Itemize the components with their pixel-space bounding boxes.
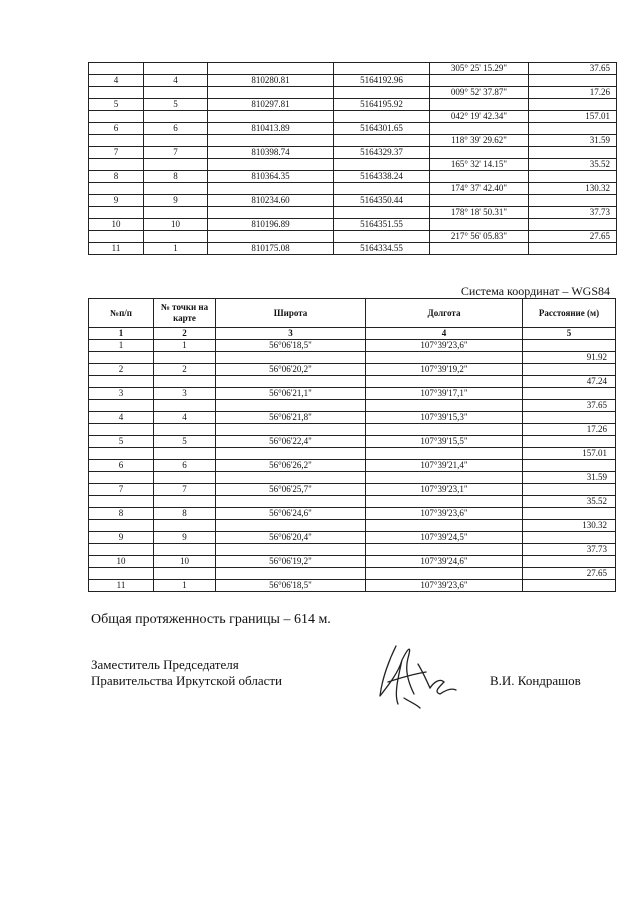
header-distance: Расстояние (м) bbox=[523, 299, 616, 328]
longitude: 107°39'24,5" bbox=[366, 532, 523, 544]
table-row bbox=[89, 436, 616, 448]
point-number: 7 bbox=[154, 484, 216, 496]
distance: 37.65 bbox=[529, 63, 617, 75]
azimuth: 118° 39' 29.62" bbox=[430, 135, 529, 147]
coord-x bbox=[208, 183, 334, 195]
distance: 91.92 bbox=[523, 352, 616, 364]
latitude: 56°06'26,2" bbox=[216, 460, 366, 472]
distance bbox=[523, 460, 616, 472]
point-number bbox=[144, 207, 208, 219]
latitude bbox=[216, 568, 366, 580]
table-row bbox=[89, 496, 616, 508]
azimuth: 165° 32' 14.15" bbox=[430, 159, 529, 171]
coord-y: 5164192.96 bbox=[334, 75, 430, 87]
row-number: 8 bbox=[89, 171, 144, 183]
azimuth bbox=[430, 195, 529, 207]
distance: 35.52 bbox=[529, 159, 617, 171]
table-row bbox=[89, 87, 617, 99]
latitude bbox=[216, 400, 366, 412]
point-number: 4 bbox=[144, 75, 208, 87]
row-number bbox=[89, 544, 154, 556]
longitude bbox=[366, 376, 523, 388]
distance bbox=[529, 123, 617, 135]
distance: 35.52 bbox=[523, 496, 616, 508]
distance bbox=[529, 99, 617, 111]
row-number bbox=[89, 207, 144, 219]
row-number: 3 bbox=[89, 388, 154, 400]
latitude: 56°06'21,8" bbox=[216, 412, 366, 424]
row-number bbox=[89, 183, 144, 195]
row-number: 7 bbox=[89, 147, 144, 159]
col-number-4: 4 bbox=[366, 328, 523, 340]
distance bbox=[523, 556, 616, 568]
coord-y bbox=[334, 111, 430, 123]
longitude bbox=[366, 568, 523, 580]
distance bbox=[523, 340, 616, 352]
distance: 130.32 bbox=[523, 520, 616, 532]
row-number: 4 bbox=[89, 412, 154, 424]
point-number bbox=[154, 496, 216, 508]
table-row bbox=[89, 412, 616, 424]
point-number bbox=[144, 231, 208, 243]
azimuth: 042° 19' 42.34" bbox=[430, 111, 529, 123]
row-number: 10 bbox=[89, 556, 154, 568]
col-number-5: 5 bbox=[523, 328, 616, 340]
table-row bbox=[89, 111, 617, 123]
point-number: 5 bbox=[144, 99, 208, 111]
header-number: №п/п bbox=[89, 299, 154, 328]
azimuth bbox=[430, 75, 529, 87]
point-number: 9 bbox=[144, 195, 208, 207]
row-number bbox=[89, 400, 154, 412]
point-number: 8 bbox=[144, 171, 208, 183]
coord-x: 810297.81 bbox=[208, 99, 334, 111]
longitude: 107°39'24,6" bbox=[366, 556, 523, 568]
coord-y bbox=[334, 207, 430, 219]
longitude: 107°39'15,3" bbox=[366, 412, 523, 424]
distance bbox=[523, 412, 616, 424]
row-number: 10 bbox=[89, 219, 144, 231]
table-row bbox=[89, 135, 617, 147]
table-row bbox=[89, 159, 617, 171]
point-number: 6 bbox=[144, 123, 208, 135]
coord-x: 810364.35 bbox=[208, 171, 334, 183]
coord-x: 810280.81 bbox=[208, 75, 334, 87]
table-row bbox=[89, 352, 616, 364]
row-number: 11 bbox=[89, 243, 144, 255]
azimuth: 305° 25' 15.29" bbox=[430, 63, 529, 75]
column-numbers-row bbox=[89, 328, 616, 340]
point-number bbox=[154, 448, 216, 460]
coord-y: 5164350.44 bbox=[334, 195, 430, 207]
table-row bbox=[89, 364, 616, 376]
distance bbox=[523, 532, 616, 544]
coord-x bbox=[208, 231, 334, 243]
point-number: 1 bbox=[154, 340, 216, 352]
coord-x bbox=[208, 159, 334, 171]
latitude bbox=[216, 448, 366, 460]
longitude: 107°39'21,4" bbox=[366, 460, 523, 472]
row-number: 6 bbox=[89, 460, 154, 472]
coord-x: 810234.60 bbox=[208, 195, 334, 207]
azimuth bbox=[430, 99, 529, 111]
point-number: 3 bbox=[154, 388, 216, 400]
table-row bbox=[89, 580, 616, 592]
point-number bbox=[144, 63, 208, 75]
table-row bbox=[89, 219, 617, 231]
coord-y bbox=[334, 183, 430, 195]
azimuth: 174° 37' 42.40" bbox=[430, 183, 529, 195]
row-number: 7 bbox=[89, 484, 154, 496]
distance: 27.65 bbox=[523, 568, 616, 580]
latitude bbox=[216, 352, 366, 364]
coord-system-label: Система координат – WGS84 bbox=[460, 284, 610, 298]
row-number bbox=[89, 568, 154, 580]
coord-y: 5164351.55 bbox=[334, 219, 430, 231]
header-point: № точки на карте bbox=[154, 299, 216, 328]
coord-y bbox=[334, 63, 430, 75]
signatory-name: В.И. Кондрашов bbox=[490, 673, 581, 688]
distance: 31.59 bbox=[529, 135, 617, 147]
coord-y: 5164195.92 bbox=[334, 99, 430, 111]
table-row bbox=[89, 472, 616, 484]
row-number bbox=[89, 159, 144, 171]
longitude: 107°39'23,1" bbox=[366, 484, 523, 496]
distance: 27.65 bbox=[529, 231, 617, 243]
table-row bbox=[89, 400, 616, 412]
distance bbox=[529, 75, 617, 87]
distance bbox=[529, 195, 617, 207]
table-row bbox=[89, 63, 617, 75]
azimuth bbox=[430, 243, 529, 255]
longitude: 107°39'17,1" bbox=[366, 388, 523, 400]
msk-table-body bbox=[89, 63, 617, 255]
point-number bbox=[144, 111, 208, 123]
distance bbox=[523, 436, 616, 448]
point-number bbox=[144, 87, 208, 99]
azimuth: 009° 52' 37.87" bbox=[430, 87, 529, 99]
table-row bbox=[89, 568, 616, 580]
longitude bbox=[366, 400, 523, 412]
row-number: 1 bbox=[89, 340, 154, 352]
col-number-3: 3 bbox=[216, 328, 366, 340]
latitude bbox=[216, 544, 366, 556]
distance: 31.59 bbox=[523, 472, 616, 484]
longitude bbox=[366, 448, 523, 460]
row-number bbox=[89, 111, 144, 123]
distance: 157.01 bbox=[529, 111, 617, 123]
coord-x bbox=[208, 135, 334, 147]
distance: 37.65 bbox=[523, 400, 616, 412]
distance: 37.73 bbox=[529, 207, 617, 219]
longitude bbox=[366, 472, 523, 484]
table-row bbox=[89, 448, 616, 460]
row-number bbox=[89, 63, 144, 75]
col-number-2: 2 bbox=[154, 328, 216, 340]
latitude: 56°06'20,2" bbox=[216, 364, 366, 376]
distance: 37.73 bbox=[523, 544, 616, 556]
latitude: 56°06'18,5" bbox=[216, 340, 366, 352]
coord-y: 5164301.65 bbox=[334, 123, 430, 135]
longitude: 107°39'23,6" bbox=[366, 508, 523, 520]
longitude: 107°39'23,6" bbox=[366, 340, 523, 352]
distance: 17.26 bbox=[523, 424, 616, 436]
table-row bbox=[89, 376, 616, 388]
row-number: 6 bbox=[89, 123, 144, 135]
wgs84-table-body bbox=[89, 340, 616, 592]
table-row bbox=[89, 388, 616, 400]
distance bbox=[523, 580, 616, 592]
table-row bbox=[89, 460, 616, 472]
row-number bbox=[89, 352, 154, 364]
distance: 157.01 bbox=[523, 448, 616, 460]
coord-y bbox=[334, 159, 430, 171]
distance bbox=[529, 219, 617, 231]
latitude bbox=[216, 520, 366, 532]
position-line-1: Заместитель Председателя bbox=[91, 657, 239, 672]
row-number bbox=[89, 496, 154, 508]
row-number bbox=[89, 231, 144, 243]
table-row bbox=[89, 147, 617, 159]
longitude bbox=[366, 352, 523, 364]
handwritten-signature bbox=[368, 638, 468, 713]
azimuth: 217° 56' 05.83" bbox=[430, 231, 529, 243]
point-number: 7 bbox=[144, 147, 208, 159]
table-row bbox=[89, 520, 616, 532]
table-row bbox=[89, 544, 616, 556]
row-number: 2 bbox=[89, 364, 154, 376]
table-row bbox=[89, 484, 616, 496]
table-row bbox=[89, 231, 617, 243]
latitude bbox=[216, 496, 366, 508]
table-row bbox=[89, 99, 617, 111]
azimuth bbox=[430, 171, 529, 183]
point-number bbox=[154, 400, 216, 412]
row-number: 4 bbox=[89, 75, 144, 87]
table-row bbox=[89, 340, 616, 352]
table-row bbox=[89, 243, 617, 255]
row-number: 11 bbox=[89, 580, 154, 592]
position-line-2: Правительства Иркутской области bbox=[91, 673, 283, 688]
point-number bbox=[154, 424, 216, 436]
row-number: 9 bbox=[89, 532, 154, 544]
longitude bbox=[366, 496, 523, 508]
coord-x bbox=[208, 207, 334, 219]
point-number: 10 bbox=[154, 556, 216, 568]
coord-x bbox=[208, 63, 334, 75]
table-row bbox=[89, 183, 617, 195]
row-number bbox=[89, 376, 154, 388]
point-number bbox=[154, 376, 216, 388]
table-row bbox=[89, 556, 616, 568]
point-number bbox=[154, 472, 216, 484]
point-number: 10 bbox=[144, 219, 208, 231]
col-number-1: 1 bbox=[89, 328, 154, 340]
latitude bbox=[216, 424, 366, 436]
coord-x: 810398.74 bbox=[208, 147, 334, 159]
point-number: 6 bbox=[154, 460, 216, 472]
row-number bbox=[89, 472, 154, 484]
row-number: 5 bbox=[89, 99, 144, 111]
latitude bbox=[216, 376, 366, 388]
distance bbox=[523, 484, 616, 496]
coord-x bbox=[208, 111, 334, 123]
distance bbox=[523, 364, 616, 376]
distance: 17.26 bbox=[529, 87, 617, 99]
point-number bbox=[154, 568, 216, 580]
total-length: Общая протяженность границы – 614 м. bbox=[91, 612, 331, 627]
distance bbox=[529, 147, 617, 159]
table-row bbox=[89, 532, 616, 544]
coordinates-table-msk bbox=[88, 62, 617, 255]
row-number bbox=[89, 135, 144, 147]
row-number bbox=[89, 87, 144, 99]
azimuth bbox=[430, 219, 529, 231]
header-latitude: Широта bbox=[216, 299, 366, 328]
coord-y: 5164338.24 bbox=[334, 171, 430, 183]
longitude: 107°39'23,6" bbox=[366, 580, 523, 592]
longitude: 107°39'19,2" bbox=[366, 364, 523, 376]
row-number: 9 bbox=[89, 195, 144, 207]
latitude: 56°06'25,7" bbox=[216, 484, 366, 496]
signatory-position bbox=[91, 657, 282, 689]
coordinates-table-wgs84 bbox=[88, 298, 616, 592]
point-number bbox=[144, 183, 208, 195]
row-number: 5 bbox=[89, 436, 154, 448]
row-number bbox=[89, 424, 154, 436]
point-number: 1 bbox=[154, 580, 216, 592]
point-number: 8 bbox=[154, 508, 216, 520]
table-row bbox=[89, 75, 617, 87]
distance bbox=[523, 388, 616, 400]
point-number: 9 bbox=[154, 532, 216, 544]
point-number bbox=[144, 135, 208, 147]
table-row bbox=[89, 195, 617, 207]
azimuth: 178° 18' 50.31" bbox=[430, 207, 529, 219]
table-row bbox=[89, 508, 616, 520]
table-row bbox=[89, 171, 617, 183]
distance bbox=[529, 243, 617, 255]
latitude: 56°06'24,6" bbox=[216, 508, 366, 520]
azimuth bbox=[430, 147, 529, 159]
coord-y bbox=[334, 87, 430, 99]
point-number bbox=[154, 520, 216, 532]
coord-x: 810175.08 bbox=[208, 243, 334, 255]
coord-y bbox=[334, 231, 430, 243]
distance: 130.32 bbox=[529, 183, 617, 195]
table-row bbox=[89, 123, 617, 135]
distance: 47.24 bbox=[523, 376, 616, 388]
longitude bbox=[366, 424, 523, 436]
longitude bbox=[366, 544, 523, 556]
point-number bbox=[154, 544, 216, 556]
point-number: 2 bbox=[154, 364, 216, 376]
coord-y bbox=[334, 135, 430, 147]
row-number: 8 bbox=[89, 508, 154, 520]
table-row bbox=[89, 207, 617, 219]
azimuth bbox=[430, 123, 529, 135]
latitude: 56°06'22,4" bbox=[216, 436, 366, 448]
table-row bbox=[89, 424, 616, 436]
latitude: 56°06'18,5" bbox=[216, 580, 366, 592]
distance bbox=[523, 508, 616, 520]
coord-y: 5164329.37 bbox=[334, 147, 430, 159]
latitude: 56°06'21,1" bbox=[216, 388, 366, 400]
point-number: 1 bbox=[144, 243, 208, 255]
point-number bbox=[154, 352, 216, 364]
point-number: 5 bbox=[154, 436, 216, 448]
coord-x: 810196.89 bbox=[208, 219, 334, 231]
point-number bbox=[144, 159, 208, 171]
row-number bbox=[89, 520, 154, 532]
coord-x: 810413.89 bbox=[208, 123, 334, 135]
latitude bbox=[216, 472, 366, 484]
latitude: 56°06'20,4" bbox=[216, 532, 366, 544]
header-row bbox=[89, 299, 616, 328]
distance bbox=[529, 171, 617, 183]
header-longitude: Долгота bbox=[366, 299, 523, 328]
coord-x bbox=[208, 87, 334, 99]
longitude: 107°39'15,5" bbox=[366, 436, 523, 448]
point-number: 4 bbox=[154, 412, 216, 424]
longitude bbox=[366, 520, 523, 532]
row-number bbox=[89, 448, 154, 460]
coord-y: 5164334.55 bbox=[334, 243, 430, 255]
latitude: 56°06'19,2" bbox=[216, 556, 366, 568]
